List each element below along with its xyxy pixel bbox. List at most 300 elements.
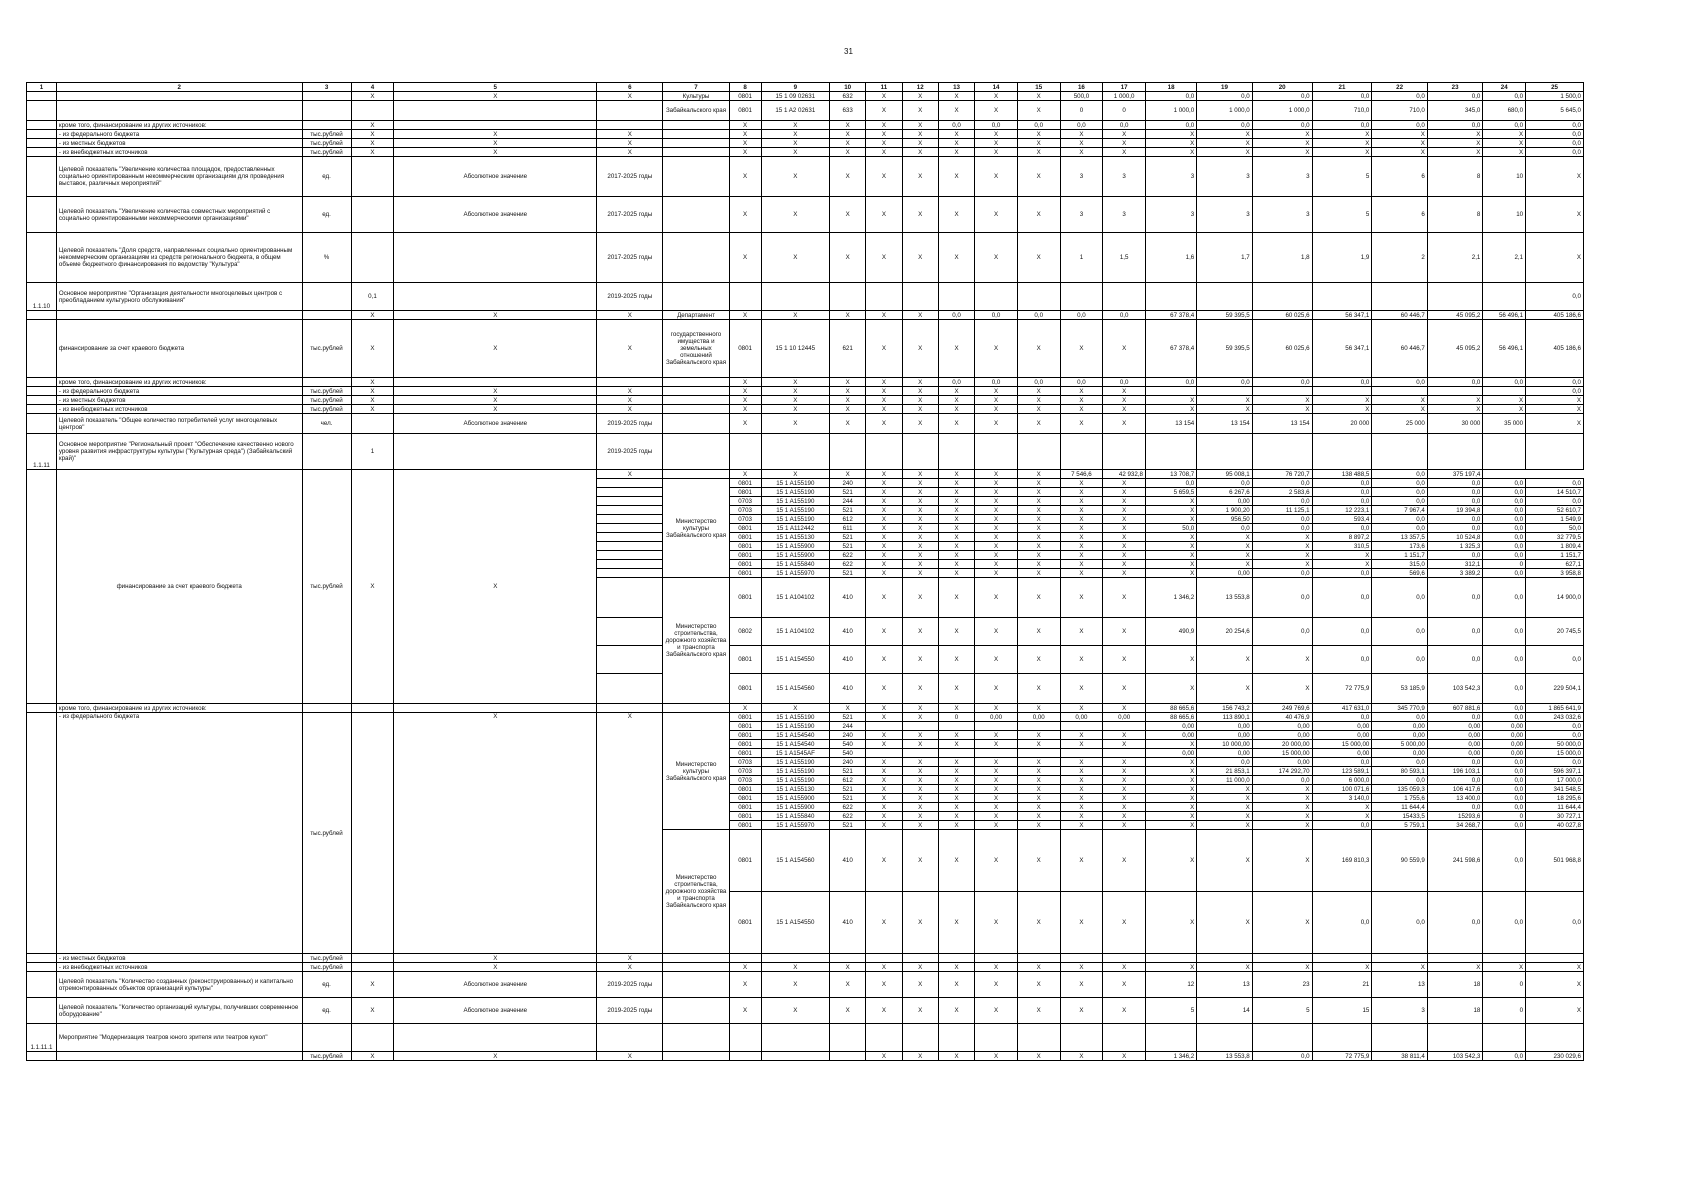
table-cell (975, 954, 1018, 963)
table-row (27, 130, 1584, 139)
table-cell: X (938, 533, 974, 542)
table-cell: X (866, 378, 902, 387)
table-cell: 0,00 (1060, 713, 1103, 722)
table-cell: 0,0 (1483, 713, 1526, 722)
table-cell: 0801 (729, 101, 761, 121)
table-cell: X (1103, 731, 1146, 740)
table-cell: 0,0 (1526, 283, 1584, 311)
table-row (27, 148, 1584, 157)
table-cell: X (938, 470, 974, 479)
table-cell: 0,0 (1017, 378, 1060, 387)
table-cell: 0,0 (1526, 722, 1584, 731)
column-header: 16 (1060, 83, 1103, 92)
table-cell: 0,0 (1312, 618, 1372, 646)
table-cell (1145, 434, 1196, 470)
table-cell: 0,0 (1252, 1052, 1312, 1061)
table-cell: 5 659,5 (1145, 488, 1196, 497)
table-cell: 2,1 (1483, 233, 1526, 283)
table-cell: X (761, 197, 829, 233)
table-cell: X (902, 488, 938, 497)
table-cell: X (1103, 794, 1146, 803)
table-cell (27, 470, 57, 704)
table-cell: 622 (829, 803, 865, 812)
table-cell: 0,0 (1197, 121, 1253, 130)
table-cell: 13 (1197, 972, 1253, 998)
table-cell: 0,00 (1483, 722, 1526, 731)
table-cell: 569,6 (1372, 569, 1428, 578)
table-cell: X (938, 830, 974, 892)
table-cell: 15 1 A155900 (761, 542, 829, 551)
table-cell: 67 378,4 (1145, 320, 1196, 378)
table-cell (1060, 434, 1103, 470)
table-cell: 11 644,4 (1372, 803, 1428, 812)
table-cell (597, 506, 663, 515)
table-cell: X (902, 515, 938, 524)
column-header: 1 (27, 83, 57, 92)
table-cell: X (902, 497, 938, 506)
table-cell: 0,0 (1526, 130, 1584, 139)
table-cell: X (597, 470, 663, 479)
table-cell: 3 (1197, 157, 1253, 197)
table-cell: 0,0 (1252, 479, 1312, 488)
table-cell (1312, 434, 1372, 470)
table-cell (729, 283, 761, 311)
table-cell (1103, 434, 1146, 470)
table-row (27, 1024, 1584, 1052)
table-cell: X (1252, 148, 1312, 157)
table-cell: X (902, 414, 938, 434)
table-cell: 0,0 (1372, 121, 1428, 130)
table-cell: X (1017, 396, 1060, 405)
table-cell: X (938, 320, 974, 378)
table-cell (1312, 283, 1372, 311)
table-cell: X (761, 704, 829, 713)
table-cell: X (1103, 533, 1146, 542)
table-cell: 0,00 (1483, 740, 1526, 749)
table-cell: 0,0 (1483, 524, 1526, 533)
table-cell: 0,0 (1372, 892, 1428, 954)
table-cell: 410 (829, 830, 865, 892)
table-cell: X (351, 387, 394, 396)
table-cell (1145, 954, 1196, 963)
table-cell: X (1017, 524, 1060, 533)
table-cell: X (866, 497, 902, 506)
table-cell: X (394, 470, 597, 704)
table-cell: X (1197, 542, 1253, 551)
table-cell (394, 378, 597, 387)
table-row (27, 283, 1584, 311)
table-cell: 15 1 A104102 (761, 578, 829, 618)
table-cell: 20 000,00 (1252, 740, 1312, 749)
block-unit: тыс.рублей (302, 470, 351, 704)
table-cell: 0,0 (1427, 618, 1483, 646)
table-row (27, 470, 1584, 479)
table-cell (1060, 1024, 1103, 1052)
table-cell: 0,0 (1526, 646, 1584, 674)
table-cell: X (1017, 812, 1060, 821)
table-cell: X (902, 560, 938, 569)
table-cell: X (1372, 963, 1428, 972)
table-cell: 0,0 (1526, 497, 1584, 506)
table-row (27, 197, 1584, 233)
table-cell: X (1145, 515, 1196, 524)
table-row (27, 434, 1584, 470)
table-cell: 521 (829, 821, 865, 830)
table-cell: X (1197, 821, 1253, 830)
table-cell (597, 542, 663, 551)
table-cell: X (1060, 812, 1103, 821)
table-cell: X (1017, 963, 1060, 972)
table-cell (663, 1024, 729, 1052)
table-cell: 0801 (729, 713, 761, 722)
table-cell (27, 954, 57, 963)
table-cell: X (902, 892, 938, 954)
table-cell: 0,0 (1372, 524, 1428, 533)
table-cell (351, 414, 394, 434)
table-cell: 2017-2025 годы (597, 197, 663, 233)
table-cell: X (975, 396, 1018, 405)
table-cell: 0703 (729, 497, 761, 506)
table-cell: 20 745,5 (1526, 618, 1584, 646)
table-cell: 15 1 A155900 (761, 551, 829, 560)
table-cell: ед. (302, 157, 351, 197)
table-cell: X (1145, 506, 1196, 515)
table-cell: X (1252, 551, 1312, 560)
table-cell: X (1060, 963, 1103, 972)
table-cell: X (829, 139, 865, 148)
table-cell: X (597, 954, 663, 963)
column-header: 13 (938, 83, 974, 92)
table-cell: X (938, 479, 974, 488)
table-cell: X (1372, 148, 1428, 157)
table-cell (597, 515, 663, 524)
table-cell: X (1145, 785, 1196, 794)
table-cell: 0,0 (1312, 578, 1372, 618)
table-cell: 0 (1483, 560, 1526, 569)
table-cell: X (1060, 320, 1103, 378)
table-cell: X (1145, 542, 1196, 551)
table-cell: X (866, 972, 902, 998)
table-cell: X (1252, 560, 1312, 569)
department-label: Министерство культуры Забайкальского края (663, 479, 729, 578)
table-cell: 15 1 A155190 (761, 713, 829, 722)
table-cell: 13 154 (1197, 414, 1253, 434)
table-cell: 14 (1197, 998, 1253, 1024)
table-cell: X (938, 998, 974, 1024)
table-cell: X (1060, 148, 1103, 157)
table-cell (938, 954, 974, 963)
table-cell: X (1017, 197, 1060, 233)
table-cell: 0,0 (1252, 569, 1312, 578)
department-label: Министерство строительства, дорожного хозяйства и транспорта Забайкальского края (663, 578, 729, 704)
table-cell: X (829, 963, 865, 972)
table-cell (1312, 1024, 1372, 1052)
table-cell: X (394, 148, 597, 157)
table-cell: 0,0 (1427, 92, 1483, 101)
table-cell: X (866, 157, 902, 197)
table-cell: 405 186,6 (1526, 311, 1584, 320)
table-cell: X (902, 396, 938, 405)
table-cell (663, 197, 729, 233)
table-cell (975, 283, 1018, 311)
table-cell: Абсолютное значение (394, 197, 597, 233)
table-cell (829, 283, 865, 311)
table-cell: 2017-2025 годы (597, 157, 663, 197)
table-cell: X (866, 767, 902, 776)
table-cell (938, 749, 974, 758)
table-cell: X (1103, 963, 1146, 972)
table-cell: 0,00 (1312, 722, 1372, 731)
table-cell: X (1145, 533, 1196, 542)
table-cell: X (1252, 812, 1312, 821)
table-cell: 0801 (729, 551, 761, 560)
table-cell: X (1017, 101, 1060, 121)
table-cell: 2019-2025 годы (597, 972, 663, 998)
table-cell: X (1427, 148, 1483, 157)
table-cell: 0,00 (1197, 749, 1253, 758)
table-cell: 10 000,00 (1197, 740, 1253, 749)
table-cell: X (902, 713, 938, 722)
table-cell: X (1017, 821, 1060, 830)
table-cell (597, 1024, 663, 1052)
table-cell (1372, 434, 1428, 470)
table-cell: X (938, 731, 974, 740)
table-cell: 0,1 (351, 283, 394, 311)
table-cell (351, 157, 394, 197)
program-table (26, 82, 1584, 1061)
table-cell: X (1252, 130, 1312, 139)
table-cell: 1 900,20 (1197, 506, 1253, 515)
column-header: 2 (56, 83, 302, 92)
table-cell: X (761, 963, 829, 972)
table-cell: чел. (302, 414, 351, 434)
table-cell: X (351, 1052, 394, 1061)
table-cell: X (729, 972, 761, 998)
table-cell: X (975, 821, 1018, 830)
table-cell (351, 963, 394, 972)
table-cell: X (975, 488, 1018, 497)
table-cell: ед. (302, 998, 351, 1024)
table-cell: 0,0 (1372, 713, 1428, 722)
table-cell: 0703 (729, 767, 761, 776)
table-cell: X (1060, 740, 1103, 749)
table-cell: X (902, 731, 938, 740)
table-cell: X (1017, 92, 1060, 101)
table-cell: 3 958,8 (1526, 569, 1584, 578)
table-cell: 106 417,6 (1427, 785, 1483, 794)
table-cell: 0,0 (1312, 488, 1372, 497)
table-cell: 0,00 (975, 713, 1018, 722)
table-cell: X (1252, 794, 1312, 803)
table-cell: X (1312, 139, 1372, 148)
table-cell: X (975, 524, 1018, 533)
table-cell: X (761, 130, 829, 139)
table-cell (663, 414, 729, 434)
table-cell: X (1017, 578, 1060, 618)
table-cell: 0,00 (1197, 731, 1253, 740)
table-cell: X (761, 148, 829, 157)
table-cell: X (1103, 405, 1146, 414)
table-cell: X (1483, 130, 1526, 139)
table-cell: 0801 (729, 749, 761, 758)
table-cell (27, 148, 57, 157)
table-cell: X (1103, 139, 1146, 148)
table-cell: X (1145, 396, 1196, 405)
table-cell (902, 722, 938, 731)
table-cell: X (1017, 758, 1060, 767)
table-cell: X (1252, 646, 1312, 674)
table-cell: 612 (829, 776, 865, 785)
table-cell: X (902, 479, 938, 488)
table-cell: 0,0 (1483, 767, 1526, 776)
table-cell: X (1017, 767, 1060, 776)
table-cell: 244 (829, 722, 865, 731)
table-cell: 341 548,5 (1526, 785, 1584, 794)
table-cell: 310,5 (1312, 542, 1372, 551)
table-cell: X (866, 803, 902, 812)
table-cell: X (866, 387, 902, 396)
table-cell: 0,0 (1197, 92, 1253, 101)
table-cell (27, 197, 57, 233)
table-row (27, 139, 1584, 148)
table-cell: 6 (1372, 197, 1428, 233)
table-cell: 3 (1103, 197, 1146, 233)
table-cell: X (1060, 130, 1103, 139)
table-cell (663, 998, 729, 1024)
table-cell: 1.1.11.1 (27, 1024, 57, 1052)
table-cell (663, 130, 729, 139)
table-cell: 501 968,8 (1526, 830, 1584, 892)
table-cell: X (902, 92, 938, 101)
table-cell (351, 713, 394, 954)
table-cell: 0 (1060, 101, 1103, 121)
table-cell: X (866, 488, 902, 497)
table-cell: 1.1.10 (27, 283, 57, 311)
table-cell: 0,0 (1197, 524, 1253, 533)
table-cell: 2019-2025 годы (597, 414, 663, 434)
table-cell: X (938, 803, 974, 812)
table-cell (1197, 1024, 1253, 1052)
table-cell: X (975, 130, 1018, 139)
table-cell: X (938, 794, 974, 803)
table-cell: 0,0 (1312, 713, 1372, 722)
table-cell (302, 1024, 351, 1052)
table-cell: - из федерального бюджета (56, 130, 302, 139)
table-cell: 0,0 (1427, 551, 1483, 560)
table-cell: 15 1 A155190 (761, 515, 829, 524)
column-header: 22 (1372, 83, 1428, 92)
table-cell: 30 727,1 (1526, 812, 1584, 821)
table-cell: X (1145, 812, 1196, 821)
table-cell: 0,0 (1483, 821, 1526, 830)
table-cell: X (597, 92, 663, 101)
table-cell: X (866, 515, 902, 524)
table-cell: X (866, 963, 902, 972)
table-cell: X (1017, 704, 1060, 713)
table-cell: 13 154 (1145, 414, 1196, 434)
table-cell: ед. (302, 197, 351, 233)
table-cell: Целевой показатель "Увеличение количества площадок, предоставленных социально ориентированным некоммерческим организациям для проведения выставок, различных мероприятий" (56, 157, 302, 197)
table-cell (663, 704, 729, 713)
table-cell: X (938, 542, 974, 551)
table-cell: 0,0 (1017, 121, 1060, 130)
column-header: 8 (729, 83, 761, 92)
table-cell: кроме того, финансирование из других источников: (56, 378, 302, 387)
table-cell: 103 542,3 (1427, 674, 1483, 704)
table-cell: Целевой показатель "Доля средств, направленных социально ориентированным некоммерческим организациям из средств регионального бюджета, в общем объеме бюджетного финансирования по ведомству "Культура" (56, 233, 302, 283)
table-cell: Целевой показатель "Количество организаций культуры, получивших современное оборудование" (56, 998, 302, 1024)
table-cell: тыс.рублей (302, 963, 351, 972)
table-cell: 607 881,6 (1427, 704, 1483, 713)
table-cell: 95 008,1 (1197, 470, 1253, 479)
table-cell: Мероприятие "Модернизация театров юного зрителя или театров кукол" (56, 1024, 302, 1052)
table-cell (1103, 749, 1146, 758)
table-cell: X (902, 803, 938, 812)
table-cell: X (1103, 704, 1146, 713)
table-cell: 7 967,4 (1372, 506, 1428, 515)
table-cell: 0,0 (1372, 470, 1428, 479)
table-cell: 6 000,0 (1312, 776, 1372, 785)
table-cell: X (1145, 830, 1196, 892)
table-cell: X (1017, 533, 1060, 542)
table-cell: 0,0 (1312, 378, 1372, 387)
table-cell: 633 (829, 101, 865, 121)
table-cell: 0703 (729, 758, 761, 767)
table-cell: X (1252, 542, 1312, 551)
table-cell: X (1060, 646, 1103, 674)
table-cell: X (1197, 892, 1253, 954)
table-cell: 13 553,8 (1197, 1052, 1253, 1061)
column-header: 14 (975, 83, 1018, 92)
table-cell (866, 749, 902, 758)
table-cell: X (1145, 405, 1196, 414)
table-cell: X (866, 713, 902, 722)
table-cell: X (975, 704, 1018, 713)
table-cell (829, 1024, 865, 1052)
table-cell: 15 1 A155190 (761, 722, 829, 731)
table-cell: X (1060, 785, 1103, 794)
table-cell: X (829, 998, 865, 1024)
table-cell: X (1060, 830, 1103, 892)
table-cell: 15 1 A155130 (761, 785, 829, 794)
table-cell: 0,0 (1483, 803, 1526, 812)
table-cell: 0,0 (1526, 479, 1584, 488)
table-cell: 710,0 (1372, 101, 1428, 121)
table-cell: X (975, 618, 1018, 646)
table-cell: 0,00 (1312, 749, 1372, 758)
table-row (27, 704, 1584, 713)
table-cell: X (1017, 515, 1060, 524)
table-cell: 0,00 (1252, 731, 1312, 740)
table-cell: X (1017, 405, 1060, 414)
table-cell: 0,00 (1197, 569, 1253, 578)
column-header: 21 (1312, 83, 1372, 92)
table-cell: X (866, 139, 902, 148)
table-cell: X (1017, 497, 1060, 506)
table-cell: X (866, 758, 902, 767)
table-cell: 13 (1372, 972, 1428, 998)
table-cell: X (1017, 618, 1060, 646)
table-cell: 521 (829, 767, 865, 776)
table-cell: X (597, 320, 663, 378)
table-cell: 0,0 (1372, 758, 1428, 767)
table-cell: X (975, 479, 1018, 488)
table-cell (1427, 387, 1483, 396)
table-cell: X (1526, 998, 1584, 1024)
table-cell: X (1103, 830, 1146, 892)
table-cell (975, 749, 1018, 758)
table-cell (829, 954, 865, 963)
